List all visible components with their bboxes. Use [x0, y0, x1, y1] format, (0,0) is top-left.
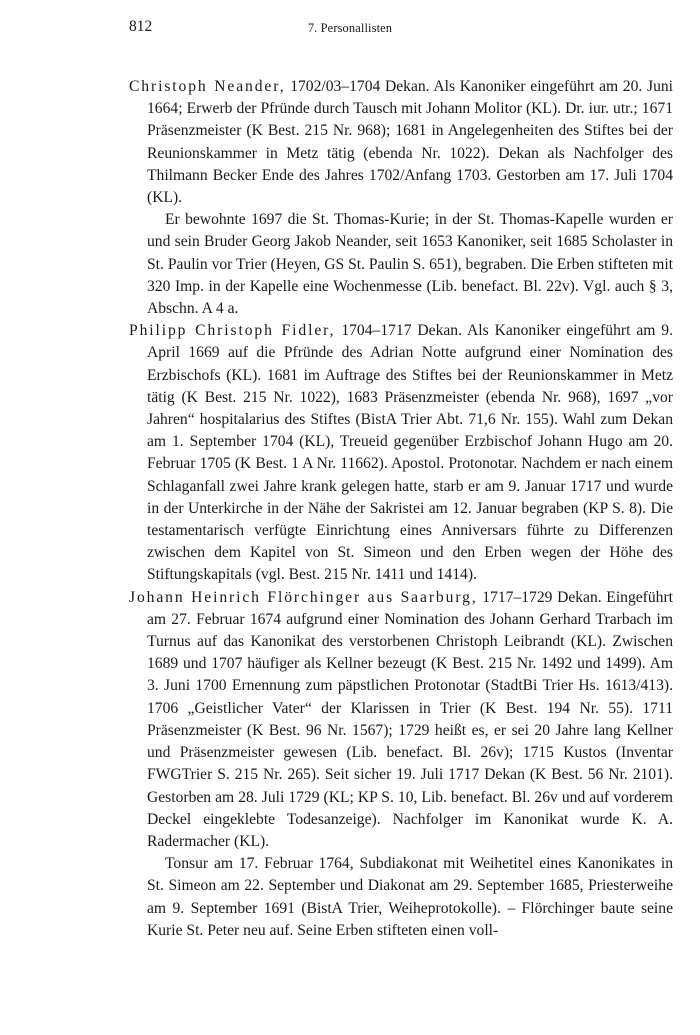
entry-fidler — [129, 320, 673, 586]
entry-text: 1704–1717 Dekan. Als Kanoniker eingeführt am 9. April 1669 auf die Pfründe des Adrian Notte aufgrund einer Nomination des Erzbischofs (KL). 1681 im Auftrage des Stiftes bei der Reunionskammer in Metz tätig (K Best. 215 Nr. 1022), 1683 Präsenzmeister (ebenda Nr. 968), 1697 „vor Jahren“ hospitalarius des Stiftes (BistA Trier Abt. 71,6 Nr. 155). Wahl zum Dekan am 1. September 1704 (KL), Treueid gegenüber Erzbischof Johann Hugo am 20. Februar 1705 (K Best. 1 A Nr. 11662). Apostol. Protonotar. Nachdem er nach einem Schlaganfall zwei Jahre krank gelegen hatte, starb er am 9. Januar 1717 und wurde in der Unterkirche in der Nähe der Sakristei am 12. Januar begraben (KP S. 8). Die testamentarisch verfügte Einrichtung eines Anniversars führte zu Differenzen zwischen dem Kapitel von St. Simeon und den Erben wegen der Höhe des Stiftungskapitals (vgl. Best. 215 Nr. 1411 und 1414). — [147, 322, 673, 584]
entry-text: 1702/03–1704 Dekan. Als Kanoniker eingeführt am 20. Juni 1664; Erwerb der Pfründe durch Tausch mit Johann Molitor (KL). Dr. iur. utr.; 1671 Präsenzmeister (K Best. 215 Nr. 968); 1681 in Angelegenheiten des Stiftes bei der Reunionskammer in Metz tätig (ebenda Nr. 1022). Dekan als Nachfolger des Thilmann Becker Ende des Jahres 1702/Anfang 1703. Gestorben am 17. Juli 1704 (KL). — [147, 78, 673, 207]
entry-continuation: Er bewohnte 1697 die St. Thomas-Kurie; in der St. Thomas-Kapelle wurden er und sein Bruder Georg Jakob Neander, seit 1653 Kanoniker, seit 1685 Scholaster in St. Paulin vor Trier (Heyen, GS St. Paulin S. 651), begraben. Die Erben stifteten mit 320 Imp. in der Kapelle eine Wochenmesse (Lib. benefact. Bl. 22v). Vgl. auch § 3, Abschn. A 4 a. — [147, 211, 673, 318]
page-number: 812 — [129, 18, 153, 35]
person-name: Christoph Neander, — [129, 78, 286, 95]
entry-continuation: Tonsur am 17. Februar 1764, Subdiakonat mit Weihetitel eines Kanonikates in St. Simeon am 22. September und Diakonat am 29. September 1685, Priesterweihe am 9. September 1691 (BistA Trier, Weiheprotokolle). – Flörchinger baute seine Kurie St. Peter neu auf. Seine Erben stifteten einen voll- — [147, 855, 673, 939]
entry-neander — [129, 76, 673, 320]
entry-paragraph — [129, 587, 673, 853]
person-name: Johann Heinrich Flörchinger aus Saarburg, — [129, 588, 478, 606]
entry-floerchinger — [129, 587, 673, 942]
body-text — [129, 76, 673, 942]
entry-text: 1717–1729 Dekan. Eingeführt am 27. Februar 1674 aufgrund einer Nomination des Johann Gerhard Trarbach im Turnus auf das Kanonikat des verstorbenen Christoph Leibrandt (KL). Zwischen 1689 und 1707 häufiger als Kellner bezeugt (K Best. 215 Nr. 1492 und 1499). Am 3. Juni 1700 Ernennung zum päpstlichen Protonotar (StadtBi Trier Hs. 1613/413). 1706 „Geistlicher Vater“ der Klarissen in Trier (K Best. 194 Nr. 55). 1711 Präsenzmeister (K Best. 96 Nr. 1567); 1729 heißt es, er sei 20 Jahre lang Kellner und Präsenzmeister gewesen (Lib. benefact. Bl. 26v); 1715 Kustos (Inventar FWGTrier S. 215 Nr. 265). Seit sicher 19. Juli 1717 Dekan (K Best. 56 Nr. 2101). Gestorben am 28. Juli 1729 (KL; KP S. 10, Lib. benefact. Bl. 26v und auf vorderem Deckel eingeklebte Todesanzeige). Nachfolger im Kanonikat wurde K. A. Radermacher (KL). — [147, 588, 673, 850]
running-head: 7. Personallisten — [307, 21, 393, 35]
entry-paragraph — [129, 76, 673, 209]
person-name: Philipp Christoph Fidler, — [129, 322, 336, 340]
entry-paragraph — [129, 320, 673, 586]
